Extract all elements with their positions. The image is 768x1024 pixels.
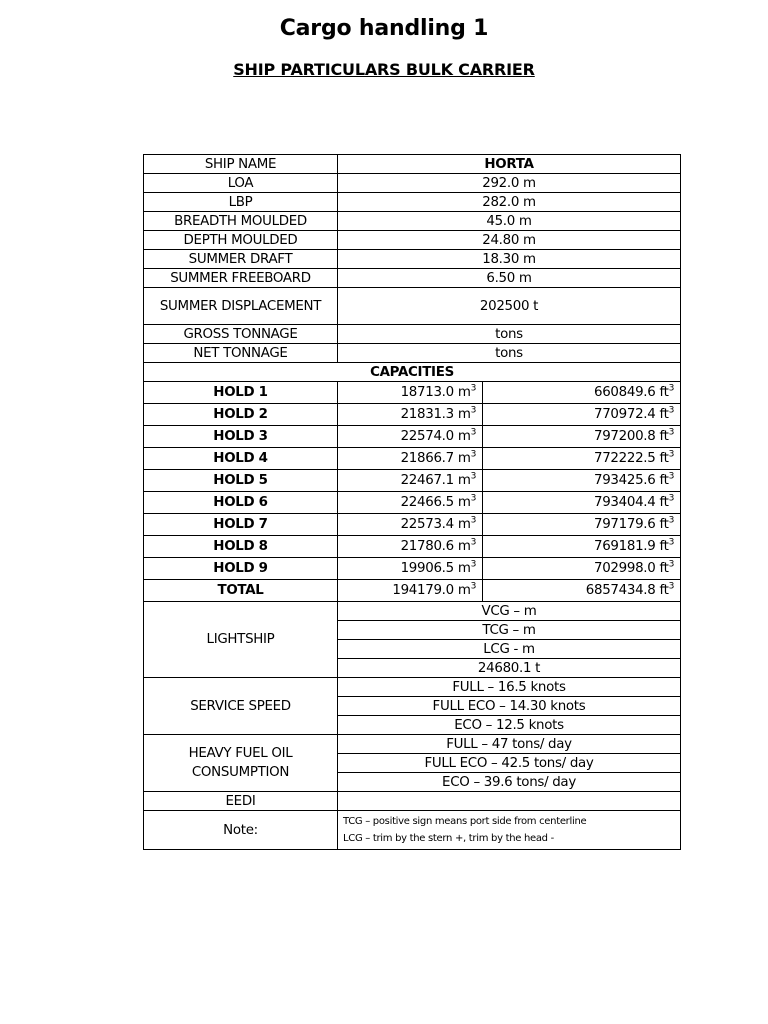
unit-m: m: [457, 407, 471, 422]
hold-capacity-ft3: [483, 426, 681, 448]
hold-m3-value: 22467.1: [400, 473, 454, 488]
lightship-weight: 24680.1 t: [338, 659, 681, 678]
table-row: [144, 735, 681, 754]
hold-name: HOLD 8: [144, 536, 338, 558]
hold-name: HOLD 4: [144, 448, 338, 470]
hold-capacity-ft3: [483, 470, 681, 492]
unit-m: m: [457, 517, 471, 532]
hold-row: [144, 536, 681, 558]
ship-particulars-table: [143, 154, 681, 850]
note-text: [338, 811, 681, 850]
hold-name: HOLD 1: [144, 382, 338, 404]
hold-capacity-m3: [338, 470, 483, 492]
lbp-label: LBP: [144, 193, 338, 212]
loa-value: 292.0 m: [338, 174, 681, 193]
hold-capacity-ft3: [483, 580, 681, 602]
note-line2: LCG – trim by the stern +, trim by the head -: [343, 833, 554, 844]
depth-value: 24.80 m: [338, 231, 681, 250]
displacement-label: SUMMER DISPLACEMENT: [144, 288, 338, 325]
hold-capacity-m3: [338, 558, 483, 580]
unit-ft: ft: [659, 385, 669, 400]
unit-ft: ft: [659, 517, 669, 532]
hold-capacity-m3: [338, 382, 483, 404]
unit-ft: ft: [659, 561, 669, 576]
hold-capacity-ft3: [483, 492, 681, 514]
ship-name-value: HORTA: [338, 155, 681, 174]
lbp-value: 282.0 m: [338, 193, 681, 212]
hold-m3-value: 21831.3: [400, 407, 454, 422]
hold-name: HOLD 5: [144, 470, 338, 492]
unit-exponent: 3: [668, 405, 675, 416]
unit-exponent: 3: [668, 449, 675, 460]
unit-ft: ft: [659, 583, 669, 598]
draft-label: SUMMER DRAFT: [144, 250, 338, 269]
draft-value: 18.30 m: [338, 250, 681, 269]
hold-capacity-ft3: [483, 536, 681, 558]
hold-ft3-value: 772222.5: [593, 451, 656, 466]
hold-row: [144, 382, 681, 404]
lightship-label: LIGHTSHIP: [144, 602, 338, 678]
holds-list: [144, 382, 681, 602]
lightship-lcg: LCG - m: [338, 640, 681, 659]
hold-capacity-ft3: [483, 404, 681, 426]
hold-ft3-value: 769181.9: [593, 539, 656, 554]
unit-exponent: 3: [668, 559, 675, 570]
unit-ft: ft: [659, 407, 669, 422]
unit-m: m: [457, 539, 471, 554]
breadth-value: 45.0 m: [338, 212, 681, 231]
document-subtitle: SHIP PARTICULARS BULK CARRIER: [233, 60, 535, 79]
service-speed-full-eco: FULL ECO – 14.30 knots: [338, 697, 681, 716]
hfo-consumption-label: [144, 735, 338, 792]
table-row: [144, 792, 681, 811]
hfo-label-line1: HEAVY FUEL OIL: [188, 746, 293, 761]
hfo-full: FULL – 47 tons/ day: [338, 735, 681, 754]
hfo-label-line2: CONSUMPTION: [191, 765, 290, 780]
unit-exponent: 3: [668, 493, 675, 504]
hold-ft3-value: 797179.6: [593, 517, 656, 532]
hold-capacity-m3: [338, 580, 483, 602]
unit-ft: ft: [659, 539, 669, 554]
hfo-eco: ECO – 39.6 tons/ day: [338, 773, 681, 792]
table-row: [144, 344, 681, 363]
capacities-heading: CAPACITIES: [144, 363, 681, 382]
hold-capacity-m3: [338, 492, 483, 514]
hold-ft3-value: 6857434.8: [585, 583, 656, 598]
hold-name: HOLD 6: [144, 492, 338, 514]
note-label: Note:: [144, 811, 338, 850]
unit-ft: ft: [659, 495, 669, 510]
hold-capacity-m3: [338, 404, 483, 426]
table-row: [144, 811, 681, 850]
unit-exponent: 3: [668, 471, 675, 482]
hold-m3-value: 19906.5: [400, 561, 454, 576]
lightship-tcg: TCG – m: [338, 621, 681, 640]
hold-m3-value: 21866.7: [400, 451, 454, 466]
service-speed-eco: ECO – 12.5 knots: [338, 716, 681, 735]
hold-ft3-value: 770972.4: [593, 407, 656, 422]
lightship-vcg: VCG – m: [338, 602, 681, 621]
hold-row: [144, 514, 681, 536]
hold-name: HOLD 2: [144, 404, 338, 426]
table-row: [144, 363, 681, 382]
hold-row: [144, 426, 681, 448]
hold-capacity-ft3: [483, 558, 681, 580]
hold-ft3-value: 797200.8: [593, 429, 656, 444]
hold-m3-value: 18713.0: [400, 385, 454, 400]
unit-m: m: [457, 473, 471, 488]
service-speed-full: FULL – 16.5 knots: [338, 678, 681, 697]
hold-name: HOLD 9: [144, 558, 338, 580]
hold-ft3-value: 660849.6: [593, 385, 656, 400]
eedi-label: EEDI: [144, 792, 338, 811]
hold-m3-value: 21780.6: [400, 539, 454, 554]
hold-capacity-ft3: [483, 514, 681, 536]
unit-exponent: 3: [470, 427, 476, 438]
table-row: [144, 269, 681, 288]
hold-capacity-m3: [338, 536, 483, 558]
hold-m3-value: 22573.4: [400, 517, 454, 532]
unit-m: m: [457, 451, 471, 466]
hfo-full-eco: FULL ECO – 42.5 tons/ day: [338, 754, 681, 773]
hold-capacity-ft3: [483, 382, 681, 404]
unit-m: m: [457, 583, 471, 598]
hold-name: HOLD 3: [144, 426, 338, 448]
unit-exponent: 3: [668, 427, 675, 438]
unit-exponent: 3: [668, 537, 675, 548]
unit-exponent: 3: [470, 405, 476, 416]
freeboard-value: 6.50 m: [338, 269, 681, 288]
loa-label: LOA: [144, 174, 338, 193]
table-row: [144, 231, 681, 250]
hold-m3-value: 22574.0: [400, 429, 454, 444]
hold-name: TOTAL: [144, 580, 338, 602]
hold-ft3-value: 793425.6: [593, 473, 656, 488]
hold-row: [144, 558, 681, 580]
document-title: Cargo handling 1: [279, 16, 489, 41]
net-tonnage-value: tons: [338, 344, 681, 363]
note-line1: TCG – positive sign means port side from centerline: [343, 816, 587, 827]
table-row: [144, 155, 681, 174]
table-row: [144, 250, 681, 269]
unit-exponent: 3: [668, 515, 675, 526]
unit-exponent: 3: [470, 383, 476, 394]
hold-row: [144, 448, 681, 470]
unit-m: m: [457, 385, 471, 400]
unit-exponent: 3: [470, 471, 476, 482]
unit-m: m: [457, 495, 471, 510]
table-row: [144, 193, 681, 212]
table-row: [144, 212, 681, 231]
hold-m3-value: 22466.5: [400, 495, 454, 510]
hold-row: [144, 492, 681, 514]
unit-exponent: 3: [668, 581, 675, 592]
unit-exponent: 3: [470, 449, 476, 460]
hold-m3-value: 194179.0: [392, 583, 454, 598]
hold-capacity-m3: [338, 514, 483, 536]
displacement-value: 202500 t: [338, 288, 681, 325]
gross-tonnage-label: GROSS TONNAGE: [144, 325, 338, 344]
hold-row: [144, 404, 681, 426]
eedi-value: [338, 792, 681, 811]
hold-row: [144, 580, 681, 602]
table-row: [144, 602, 681, 621]
unit-m: m: [457, 429, 471, 444]
hold-capacity-m3: [338, 426, 483, 448]
unit-exponent: 3: [470, 559, 476, 570]
hold-name: HOLD 7: [144, 514, 338, 536]
unit-ft: ft: [659, 473, 669, 488]
unit-exponent: 3: [470, 493, 476, 504]
ship-name-label: SHIP NAME: [144, 155, 338, 174]
hold-ft3-value: 702998.0: [593, 561, 656, 576]
depth-label: DEPTH MOULDED: [144, 231, 338, 250]
table-row: [144, 174, 681, 193]
unit-exponent: 3: [668, 383, 675, 394]
unit-m: m: [457, 561, 471, 576]
hold-ft3-value: 793404.4: [593, 495, 656, 510]
service-speed-label: SERVICE SPEED: [144, 678, 338, 735]
unit-ft: ft: [659, 429, 669, 444]
unit-exponent: 3: [470, 581, 476, 592]
hold-row: [144, 470, 681, 492]
gross-tonnage-value: tons: [338, 325, 681, 344]
hold-capacity-m3: [338, 448, 483, 470]
unit-exponent: 3: [470, 515, 476, 526]
breadth-label: BREADTH MOULDED: [144, 212, 338, 231]
unit-ft: ft: [659, 451, 669, 466]
net-tonnage-label: NET TONNAGE: [144, 344, 338, 363]
freeboard-label: SUMMER FREEBOARD: [144, 269, 338, 288]
table-row: [144, 325, 681, 344]
unit-exponent: 3: [470, 537, 476, 548]
table-row: [144, 288, 681, 325]
table-row: [144, 678, 681, 697]
hold-capacity-ft3: [483, 448, 681, 470]
